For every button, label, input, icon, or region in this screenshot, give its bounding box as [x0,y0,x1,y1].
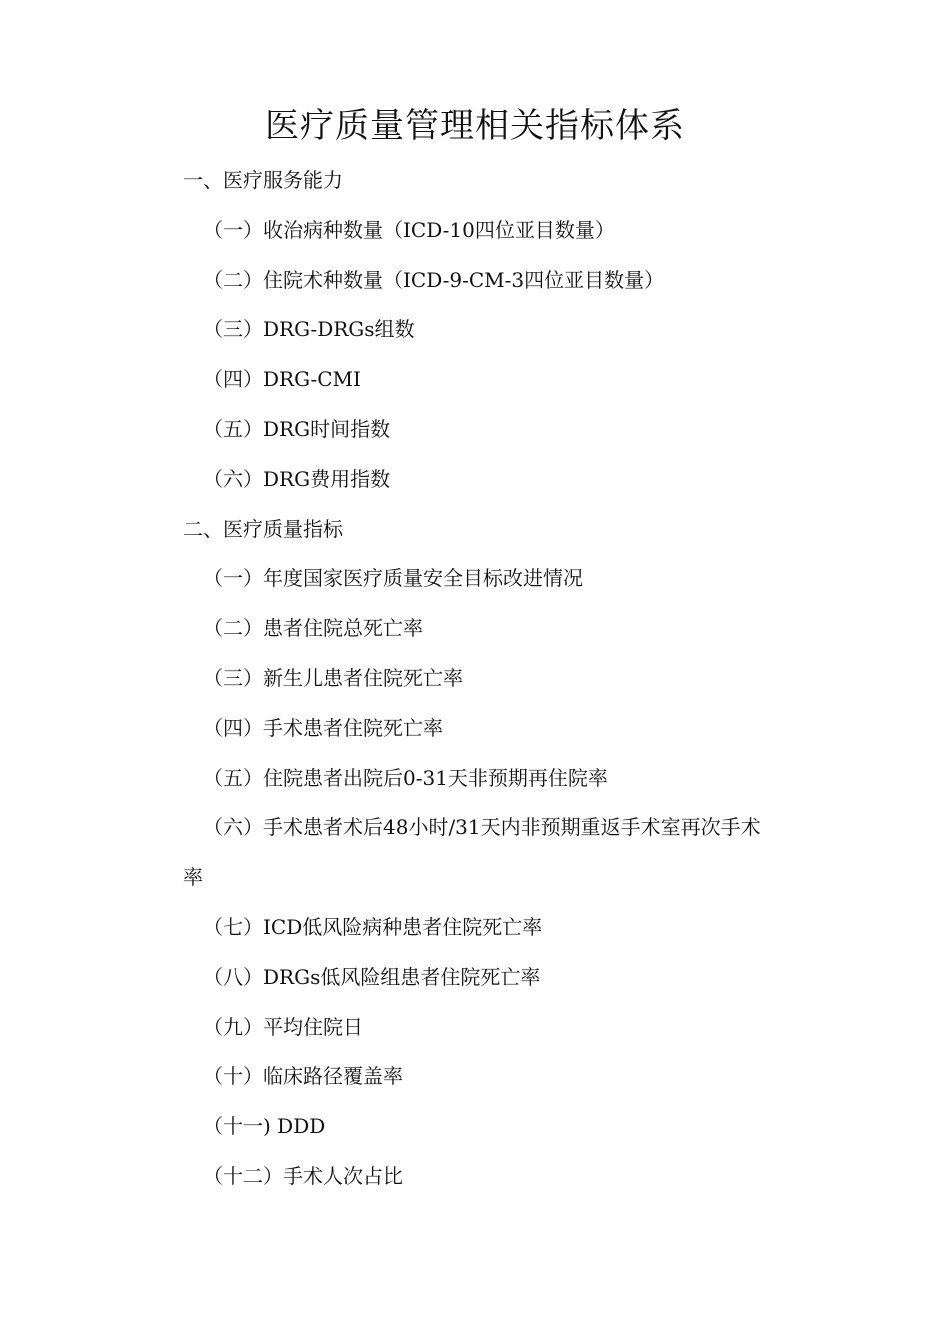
list-item-continuation: 率 [183,865,203,890]
document-title: 医疗质量管理相关指标体系 [265,106,685,146]
list-item: （十二）手术人次占比 [203,1163,403,1188]
list-item: （三）DRG-DRGs组数 [203,317,415,342]
list-item: （二）住院术种数量（ICD-9-CM-3四位亚目数量） [203,267,665,292]
list-item: （一）收治病种数量（ICD-10四位亚目数量） [203,217,615,242]
list-item: （三）新生儿患者住院死亡率 [203,665,463,690]
list-item: （五）住院患者出院后0-31天非预期再住院率 [203,765,608,790]
list-item: （六）手术患者术后48小时/31天内非预期重返手术室再次手术 [203,815,761,840]
section-heading-quality-indicators: 二、医疗质量指标 [183,516,343,541]
list-item: （七）ICD低风险病种患者住院死亡率 [203,914,543,939]
section-heading-service-capacity: 一、医疗服务能力 [183,168,343,192]
list-item: （十）临床路径覆盖率 [203,1064,403,1089]
list-item: （九）平均住院日 [203,1014,363,1039]
list-item: （五）DRG时间指数 [203,416,391,441]
list-item: （二）患者住院总死亡率 [203,616,423,641]
list-item: （十一) DDD [203,1114,326,1139]
list-item: （一）年度国家医疗质量安全目标改进情况 [203,566,583,591]
list-item: （六）DRG费用指数 [203,466,391,491]
list-item: （四）DRG-CMI [203,367,361,392]
document-body [183,156,803,1202]
list-item: （四）手术患者住院死亡率 [203,715,443,740]
list-item: （八）DRGs低风险组患者住院死亡率 [203,964,541,989]
